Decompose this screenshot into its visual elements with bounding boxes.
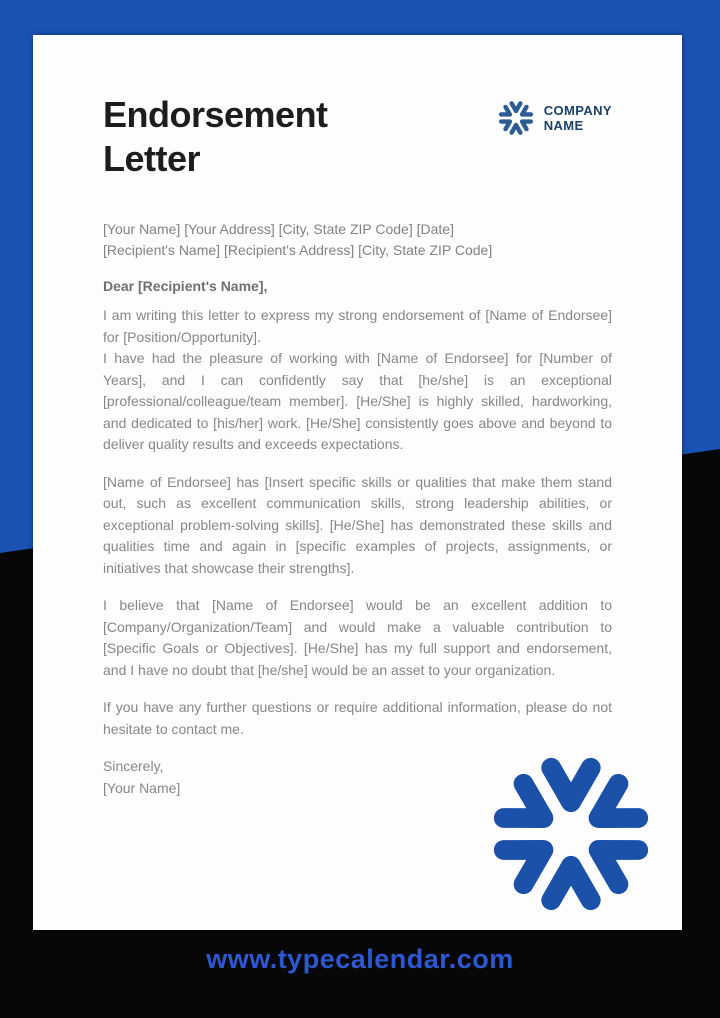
recipient-line: [Recipient's Name] [Recipient's Address] [City, State ZIP Code] (103, 242, 493, 258)
address-block (103, 219, 612, 261)
company-name-line1: COMPANY (543, 103, 612, 118)
footer-snowflake-logo-icon (485, 748, 657, 920)
snowflake-logo-icon (497, 99, 535, 137)
page-title (103, 93, 328, 181)
paragraph-4: I believe that [Name of Endorsee] would be an excellent addition to [Company/Organization/Team] and would make a valuable contribution to [Specific Goals or Objectives]. [He/She] has my full support and endorsement, and I have no doubt that [he/she] would be an asset to your organization. (103, 597, 612, 678)
closing-word: Sincerely, (103, 758, 164, 774)
company-name-line2: NAME (543, 118, 584, 133)
company-name-text (544, 103, 612, 133)
paragraph-5: If you have any further questions or require additional information, please do not hesitate to contact me. (103, 699, 612, 737)
sender-line: [Your Name] [Your Address] [City, State ZIP Code] [Date] (103, 221, 454, 237)
letter-header (103, 93, 612, 181)
paragraph-3: [Name of Endorsee] has [Insert specific skills or qualities that make them stand out, such as excellent communication skills, strong leadership abilities, or exceptional problem-solving skills]. [He/She] has demonstrated these skills and qualities time and again in [specific examples of projects, assignments, or initiatives that showcase their strengths]. (103, 473, 612, 576)
paragraph-1: I am writing this letter to express my strong endorsement of [Name of Endorsee] for [Position/Opportunity]. (103, 307, 612, 345)
salutation: Dear [Recipient's Name], (103, 278, 268, 294)
paragraph-2: I have had the pleasure of working with [Name of Endorsee] for [Number of Years], and I can confidently say that [he/she] is an exceptional [professional/colleague/team member]. [He/She] is highly skilled, hardworking, and dedicated to [his/her] work. [He/She] consistently goes above and beyond to deliver quality results and exceeds expectations. (103, 350, 612, 452)
website-url: www.typecalendar.com (206, 944, 514, 974)
signature-placeholder: [Your Name] (103, 779, 181, 796)
page-title-line1: Endorsement (103, 94, 328, 135)
page-title-line2: Letter (103, 138, 201, 179)
letter-page (33, 35, 682, 930)
company-logo (497, 99, 612, 137)
